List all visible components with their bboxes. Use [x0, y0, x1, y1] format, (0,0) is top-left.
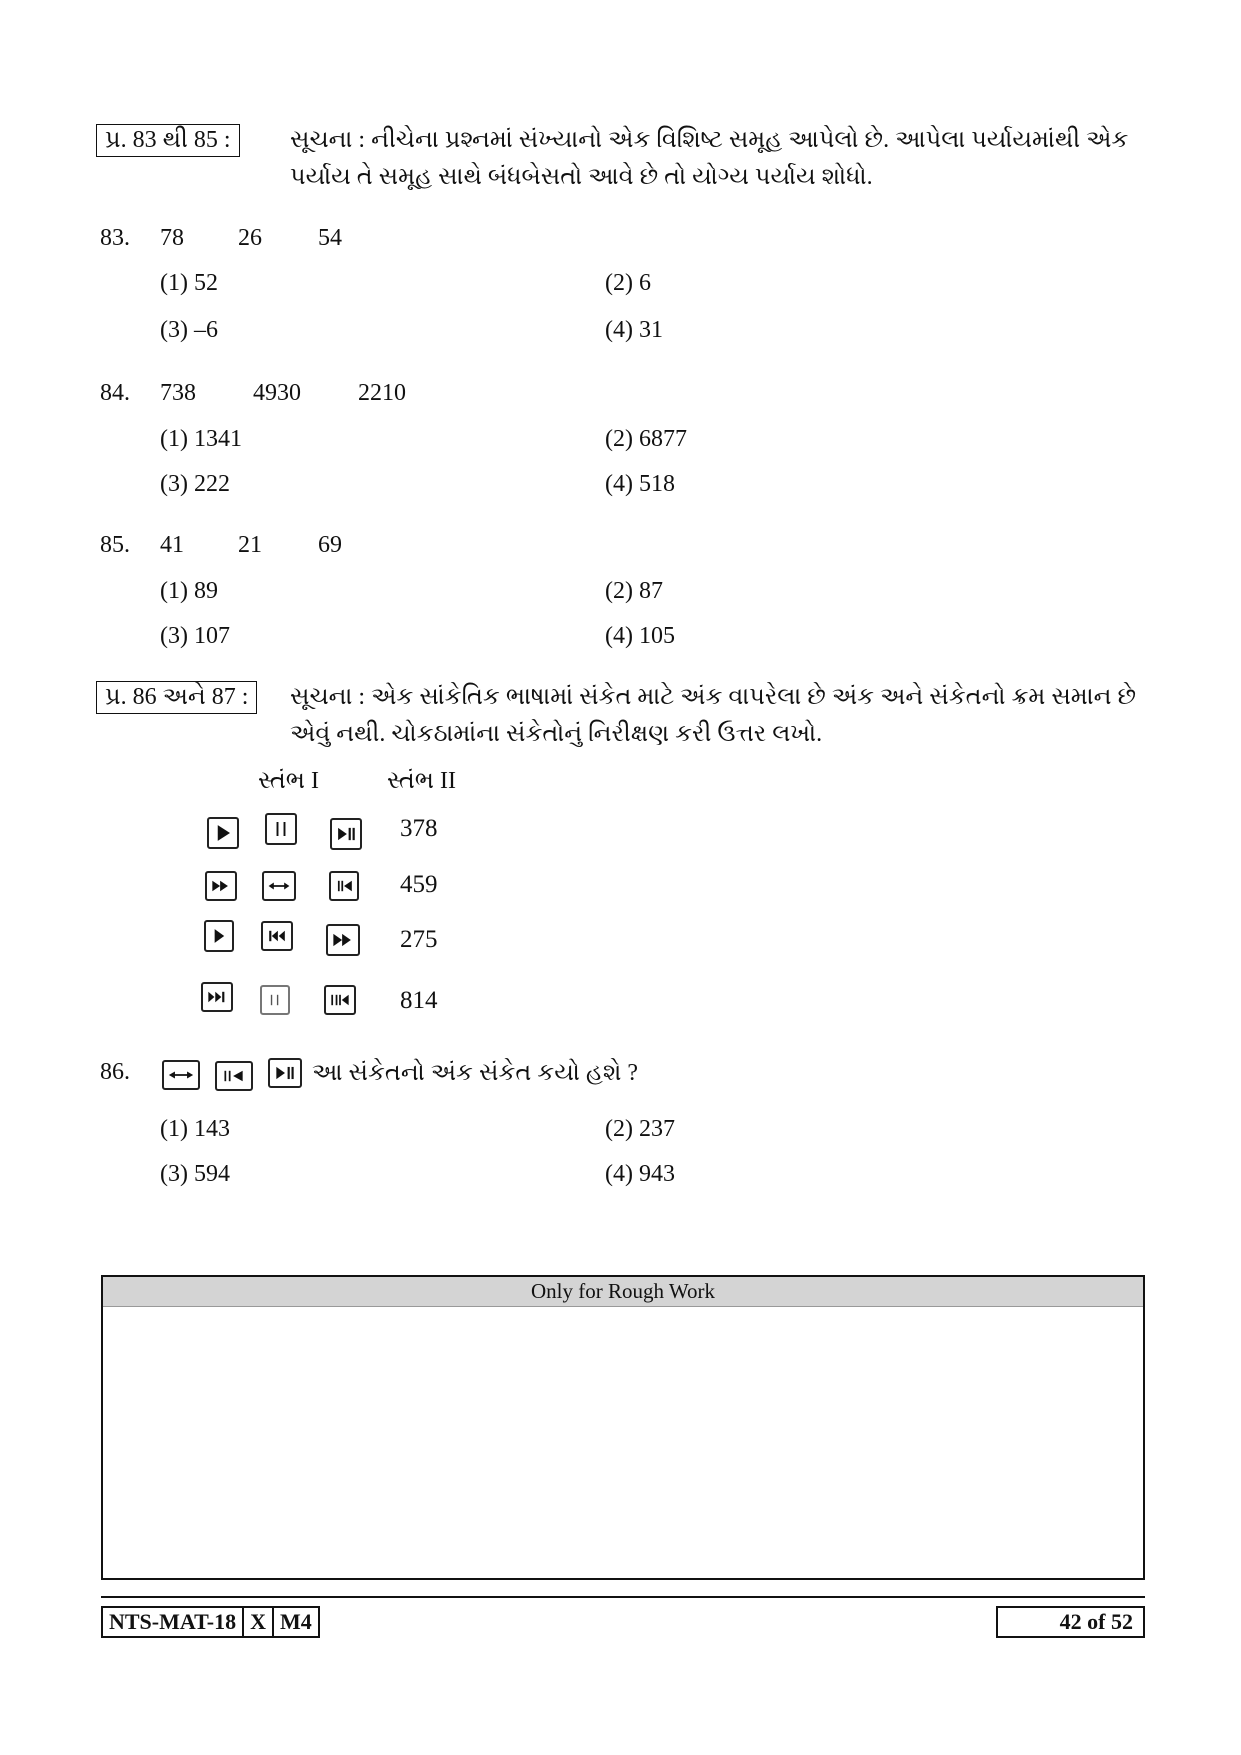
instruction-line-1: સૂચના : એક સાંકેતિક ભાષામાં સંકેત માટે અંક વાપરેલા છે અંક અને સંકેતનો ક્રમ સમાન છે [290, 684, 1137, 710]
class-label: X [244, 1608, 274, 1636]
option-4[interactable]: (4) 105 [605, 623, 675, 649]
section-label-86-87: પ્ર. 86 અને 87 : [96, 681, 257, 714]
value: 41 [160, 532, 184, 558]
code-value: 275 [400, 926, 438, 953]
question-number: 84. [100, 380, 130, 406]
value: 78 [160, 225, 184, 251]
footer-code-table [101, 1606, 320, 1638]
value: 26 [238, 225, 262, 251]
pause-icon [260, 985, 290, 1015]
footer-rule [101, 1596, 1145, 1598]
option-2[interactable]: (2) 6 [605, 270, 651, 296]
option-3[interactable]: (3) 594 [160, 1161, 230, 1187]
instruction-line-1: સૂચના : નીચેના પ્રશ્નમાં સંખ્યાનો એક વિશિષ્ટ સમૂહ આપેલો છે. આપેલા પર્યાયમાંથી એક [290, 127, 1129, 153]
option-2[interactable]: (2) 237 [605, 1116, 675, 1142]
code-value: 459 [400, 871, 438, 898]
code-value: 378 [400, 815, 438, 842]
fast-forward-icon [326, 924, 360, 956]
rough-work-title: Only for Rough Work [103, 1277, 1143, 1307]
rough-work-box [101, 1275, 1145, 1580]
instruction-line-2: એવું નથી. ચોકઠામાંના સંકેતોનું નિરીક્ષણ કરી ઉત્તર લખો. [290, 721, 823, 747]
play-icon [204, 920, 234, 952]
option-3[interactable]: (3) 222 [160, 471, 230, 497]
question-number: 83. [100, 225, 130, 251]
pause-icon [265, 813, 297, 845]
pause-skip-back-icon [324, 985, 356, 1015]
play-pause-icon [330, 818, 362, 850]
double-arrow-icon [262, 871, 296, 901]
fast-forward-icon [205, 871, 237, 901]
play-icon [207, 817, 239, 849]
option-2[interactable]: (2) 87 [605, 578, 663, 604]
value: 69 [318, 532, 342, 558]
option-3[interactable]: (3) 107 [160, 623, 230, 649]
section-label-83-85: પ્ર. 83 થી 85 : [96, 124, 240, 157]
option-4[interactable]: (4) 943 [605, 1161, 675, 1187]
option-1[interactable]: (1) 143 [160, 1116, 230, 1142]
option-4[interactable]: (4) 31 [605, 317, 663, 343]
play-pause-icon [268, 1058, 302, 1088]
pause-rewind-icon [329, 871, 359, 901]
value: 54 [318, 225, 342, 251]
value: 4930 [253, 380, 301, 406]
option-1[interactable]: (1) 89 [160, 578, 218, 604]
double-arrow-icon [162, 1060, 200, 1090]
skip-forward-icon [201, 982, 233, 1012]
instruction-line-2: પર્યાય તે સમૂહ સાથે બંધબેસતો આવે છે તો યોગ્ય પર્યાય શોધો. [290, 164, 873, 190]
column-header-2: સ્તંભ II [387, 768, 456, 794]
option-3[interactable]: (3) –6 [160, 317, 218, 343]
skip-back-icon [261, 921, 293, 951]
paper-code: NTS-MAT-18 [103, 1608, 244, 1636]
option-1[interactable]: (1) 1341 [160, 426, 242, 452]
option-1[interactable]: (1) 52 [160, 270, 218, 296]
value: 2210 [358, 380, 406, 406]
page-number: 42 of 52 [996, 1606, 1145, 1638]
version-label: M4 [280, 1609, 312, 1634]
question-number: 85. [100, 532, 130, 558]
value: 21 [238, 532, 262, 558]
question-text: આ સંકેતનો અંક સંકેત કયો હશે ? [312, 1060, 639, 1086]
column-header-1: સ્તંભ I [258, 768, 319, 794]
pause-rewind-icon [215, 1061, 253, 1091]
question-number: 86. [100, 1059, 130, 1085]
code-value: 814 [400, 987, 438, 1014]
value: 738 [160, 380, 196, 406]
option-4[interactable]: (4) 518 [605, 471, 675, 497]
option-2[interactable]: (2) 6877 [605, 426, 687, 452]
